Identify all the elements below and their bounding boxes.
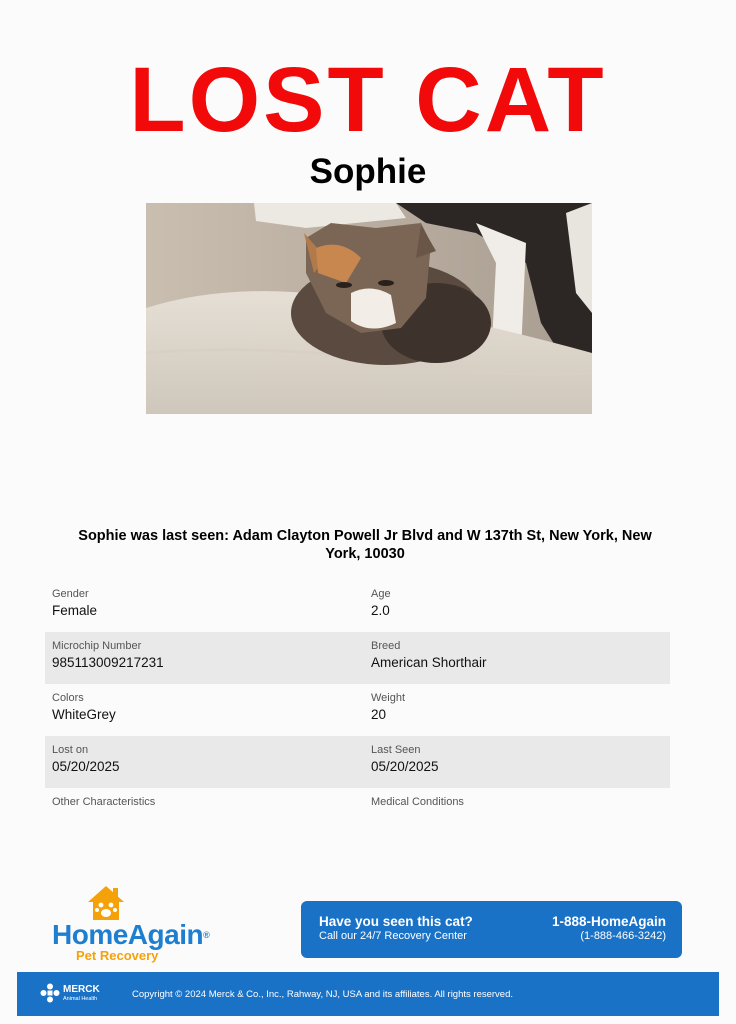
- gender-value: Female: [52, 603, 98, 618]
- phone-number: (1-888-466-3242): [580, 930, 666, 942]
- age-value: 2.0: [371, 603, 390, 618]
- cta-question: Have you seen this cat?: [319, 914, 473, 929]
- lost-on-value: 05/20/2025: [52, 759, 120, 774]
- headline: LOST CAT: [129, 49, 607, 151]
- homeagain-logo: HomeAgain® Pet Recovery: [52, 884, 222, 964]
- medical-conditions-label: Medical Conditions: [371, 796, 464, 808]
- cta-subtext: Call our 24/7 Recovery Center: [319, 930, 467, 942]
- detail-row: [45, 736, 670, 788]
- lost-on-label: Lost on: [52, 744, 89, 756]
- phone-name: 1-888-HomeAgain: [551, 914, 666, 929]
- last-seen-date-value: 05/20/2025: [371, 759, 439, 774]
- merck-name: MERCK: [63, 984, 100, 995]
- detail-row: [45, 788, 670, 840]
- brand-name: HomeAgain: [52, 919, 204, 950]
- age-label: Age: [371, 588, 391, 600]
- other-characteristics-label: Other Characteristics: [52, 796, 156, 808]
- weight-label: Weight: [371, 692, 406, 704]
- weight-value: 20: [371, 707, 387, 722]
- footer: [17, 972, 719, 1016]
- breed-label: Breed: [371, 640, 401, 652]
- recovery-center-banner: [301, 901, 682, 958]
- cat-photo: [146, 203, 592, 414]
- colors-label: Colors: [52, 692, 84, 704]
- merck-logo-icon: [40, 983, 60, 1003]
- last-seen-location: Sophie was last seen: Adam Clayton Powell Jr Blvd and W 137th St, New York, New York, 10030: [78, 528, 652, 562]
- house-paw-icon: [86, 884, 126, 922]
- merck-subtitle: Animal Health: [63, 996, 98, 1002]
- copyright-text: Copyright © 2024 Merck & Co., Inc., Rahway, NJ, USA and its affiliates. All rights reserved.: [132, 989, 514, 1000]
- pet-name: Sophie: [309, 152, 427, 191]
- microchip-label: Microchip Number: [52, 640, 142, 652]
- gender-label: Gender: [52, 588, 89, 600]
- detail-row: [45, 632, 670, 684]
- microchip-value: 985113009217231: [52, 655, 164, 670]
- breed-value: American Shorthair: [371, 655, 487, 670]
- brand-tagline: Pet Recovery: [76, 948, 159, 963]
- colors-value: WhiteGrey: [52, 707, 116, 722]
- last-seen-date-label: Last Seen: [371, 744, 421, 756]
- detail-row: [45, 580, 670, 632]
- detail-row: [45, 684, 670, 736]
- pet-details: [45, 580, 670, 840]
